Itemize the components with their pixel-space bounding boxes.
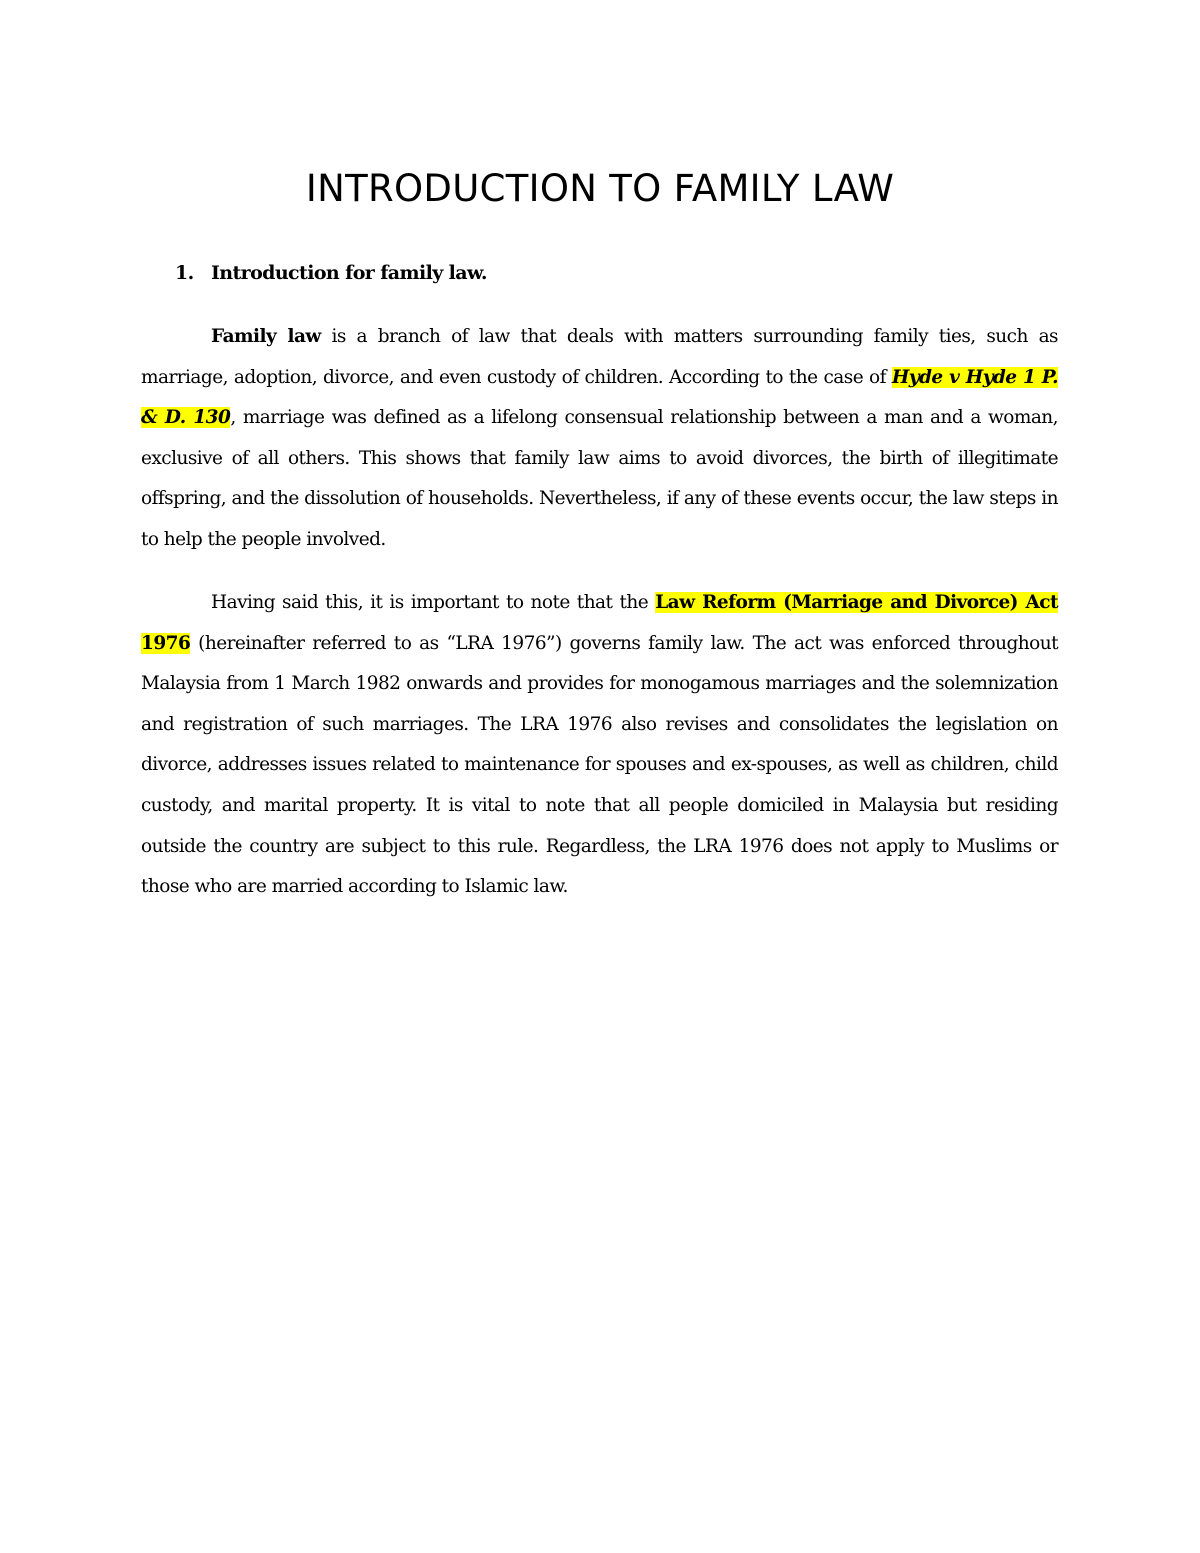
act-name-highlight: Law Reform (Marriage and Divorce) Act 1976	[141, 592, 1059, 654]
document-title: INTRODUCTION TO FAMILY LAW	[305, 167, 895, 210]
section-heading	[175, 258, 487, 288]
paragraph-2-text-b: (hereinafter referred to as “LRA 1976”) governs family law. The act was enforced throughout Malaysia from 1 March 1982 onwards and provides for monogamous marriages and the solemnization and registration of such marriages. The LRA 1976 also revises and consolidates the legislation on divorce, addresses issues related to maintenance for spouses and ex-spouses, as well as children, child custody, and marital property. It is vital to note that all people domiciled in Malaysia but residing outside the country are subject to this rule. Regardless, the LRA 1976 does not apply to Muslims or those who are married according to Islamic law.	[141, 632, 1058, 898]
section-heading-text: Introduction for family law.	[211, 262, 487, 284]
paragraph-1-text-b: , marriage was defined as a lifelong consensual relationship between a man and a woman, exclusive of all others. This shows that family law aims to avoid divorces, the birth of illegitimate offspring, and the dissolution of households. Nevertheless, if any of these events occur, the law steps in to help the people involved.	[141, 407, 1059, 550]
paragraph-family-law-definition	[141, 317, 1058, 561]
paragraph-1-text-a: is a branch of law that deals with matters surrounding family ties, such as marriage, adoption, divorce, and even custody of children. According to the case of	[141, 326, 1059, 388]
paragraph-lra-1976	[141, 583, 1058, 908]
section-number: 1.	[175, 262, 194, 284]
case-citation-highlight: Hyde v Hyde 1 P. & D. 130	[141, 366, 1059, 429]
paragraph-2-text-a: Having said this, it is important to note that the	[211, 592, 656, 613]
family-law-term: Family law	[211, 326, 321, 347]
